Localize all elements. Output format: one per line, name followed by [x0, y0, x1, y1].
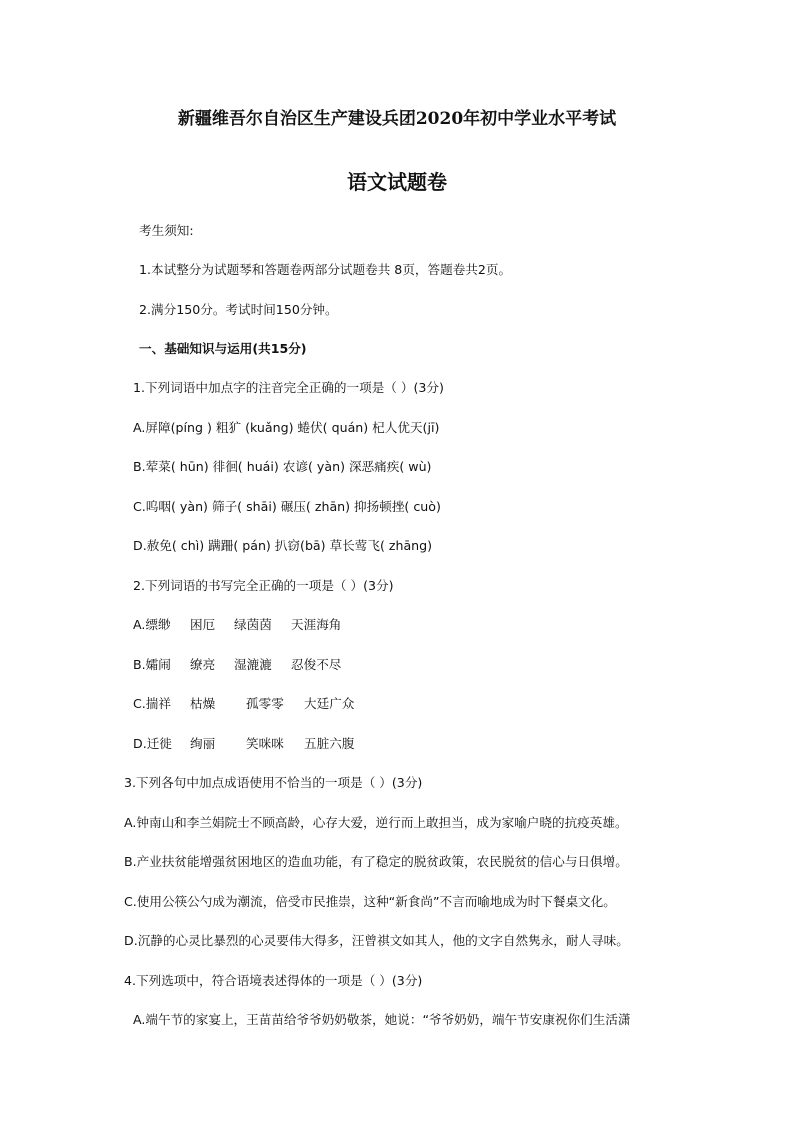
q2-c-word-3: 孤零零: [246, 696, 284, 711]
q4-option-a: A.端午节的家宴上，王苗苗给爷爷奶奶敬茶，她说：“爷爷奶奶，端午节安康祝你们生活潇: [133, 1012, 631, 1027]
q2-d-word-3: 笑咪咪: [246, 736, 284, 751]
q3-stem: 3.下列各句中加点成语使用不恰当的一项是（ ）(3分): [124, 775, 423, 790]
q2-a-word-3: 绿茵茵: [234, 617, 272, 632]
q2-b-word-4: 忍俊不尽: [291, 657, 342, 672]
notice-item-1: 1.本试整分为试题琴和答题卷两部分试题卷共 8页，答题卷共2页。: [139, 262, 512, 277]
q2-option-c: [133, 693, 354, 712]
q2-a-word-4: 天涯海角: [291, 617, 342, 632]
q1-option-d: D.赦免( chì) 蹒跚( pán) 扒窃(bā) 草长莺飞( zhāng): [133, 538, 433, 553]
q2-option-a: [133, 614, 341, 633]
q2-c-word-4: 大廷广众: [304, 696, 355, 711]
q3-option-c: C.使用公筷公勺成为潮流，倍受市民推崇，这种“新食尚”不言而喻地成为时下餐桌文化。: [124, 894, 616, 909]
q1-option-a: A.屏障(píng ) 粗犷 (kuǎng) 蜷伏( quán) 杞人优天(jī): [133, 420, 440, 435]
notice-item-2: 2.满分150分。考试时间150分钟。: [139, 302, 338, 317]
notice-heading: 考生须知:: [139, 223, 194, 238]
q2-d-word-2: 绚丽: [190, 736, 216, 751]
q2-d-word-1: D.迁徙: [133, 736, 172, 751]
q4-stem: 4.下列选项中，符合语境表述得体的一项是（ ）(3分): [124, 973, 423, 988]
q1-option-b: B.荤菜( hūn) 徘徊( huái) 农谚( yàn) 深恶痛疾( wù): [133, 459, 432, 474]
q2-a-word-2: 困厄: [190, 617, 216, 632]
q1-stem: 1.下列词语中加点字的注音完全正确的一项是（ ）(3分): [133, 380, 444, 395]
q2-b-word-1: B.孀闹: [133, 657, 171, 672]
q3-option-a: A.钟南山和李兰娟院士不顾高龄，心存大爱，逆行而上敢担当，成为家喻户晓的抗疫英雄。: [124, 815, 628, 830]
q3-option-b: B.产业扶贫能增强贫困地区的造血功能，有了稳定的脱贫政策，农民脱贫的信心与日俱增。: [124, 854, 628, 869]
q1-option-c: C.呜咽( yàn) 筛子( shāi) 碾压( zhān) 抑扬顿挫( cuò): [133, 499, 441, 514]
q2-c-word-2: 枯燥: [190, 696, 216, 711]
q2-c-word-1: C.揣祥: [133, 696, 171, 711]
exam-title: 新疆维吾尔自治区生产建设兵团2020年初中学业水平考试: [177, 109, 617, 129]
q2-b-word-2: 缭亮: [190, 657, 216, 672]
q3-option-d: D.沉静的心灵比暴烈的心灵要伟大得多，汪曾祺文如其人，他的文字自然隽永，耐人寻味。: [124, 933, 629, 948]
q2-a-word-1: A.缥缈: [133, 617, 171, 632]
q2-d-word-4: 五脏六腹: [304, 736, 355, 751]
q2-stem: 2.下列词语的书写完全正确的一项是（ ）(3分): [133, 578, 394, 593]
section-1-heading: 一、基础知识与运用(共15分): [139, 341, 307, 356]
subject-title: 语文试题卷: [347, 170, 447, 194]
q2-b-word-3: 湿漉漉: [234, 657, 272, 672]
q2-option-d: [133, 733, 354, 752]
q2-option-b: [133, 654, 341, 673]
